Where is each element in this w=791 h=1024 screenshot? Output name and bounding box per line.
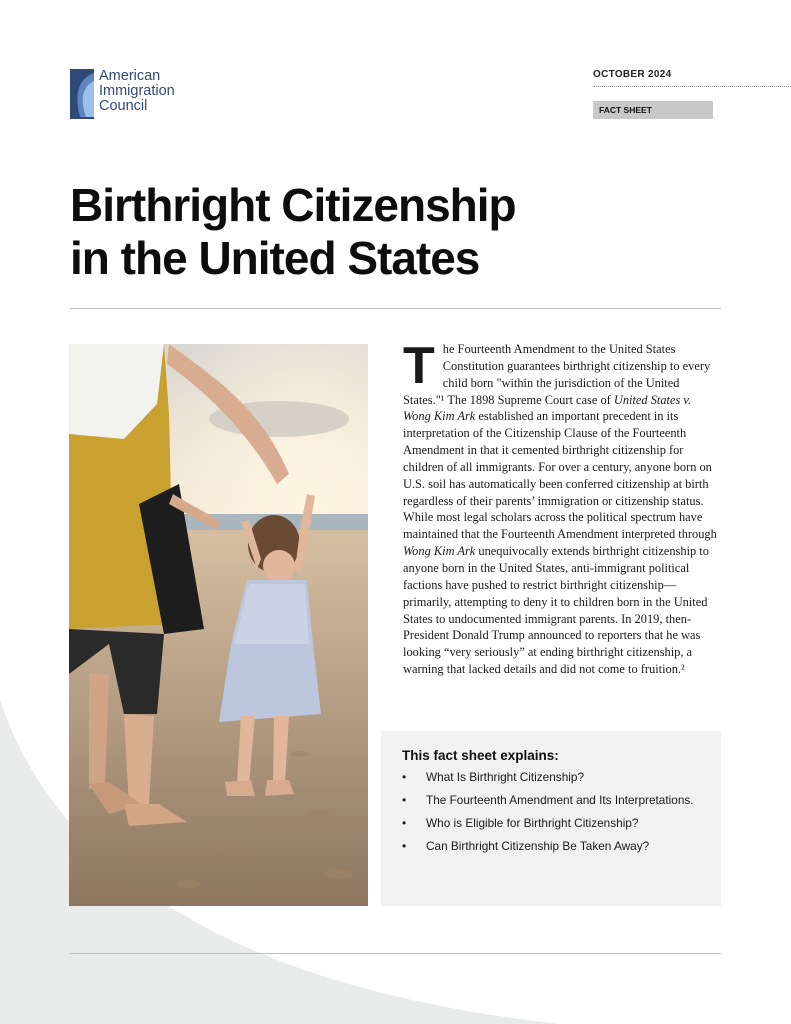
- bottom-divider: [70, 953, 721, 954]
- org-name-line-3: Council: [99, 98, 148, 114]
- logo-mark-icon: [70, 69, 94, 119]
- explains-title: This fact sheet explains:: [402, 748, 559, 763]
- top-divider: [70, 308, 721, 309]
- cover-photo: [69, 344, 368, 906]
- date-divider: [593, 86, 791, 87]
- org-logo: [70, 69, 175, 119]
- beach-photo-icon: [69, 344, 368, 906]
- explains-item: • The Fourteenth Amendment and Its Interpretations.: [402, 792, 707, 808]
- org-name: [99, 69, 175, 114]
- explains-item: • Can Birthright Citizenship Be Taken Away?: [402, 838, 707, 854]
- intro-paragraph: [403, 337, 721, 678]
- explains-item: • Who is Eligible for Birthright Citizenship?: [402, 815, 707, 831]
- explains-list: [402, 769, 707, 854]
- case-name-short: Wong Kim Ark: [403, 544, 476, 559]
- title-line-1: Birthright Citizenship: [70, 179, 516, 231]
- title-line-2: in the United States: [70, 232, 480, 284]
- drop-cap: T: [403, 337, 435, 395]
- doc-type-badge: FACT SHEET: [593, 101, 713, 119]
- page-title: [70, 179, 516, 285]
- org-name-line-1: American: [99, 68, 161, 84]
- intro-text-part-2: established an important precedent in its interpretation of the Citizenship Clause of the Fourteenth Amendment in that it cemented birthright citizenship for children of all immigrants. For over a century, anyone born on U.S. soil has automatically been conferred citizenship at birth regardless of their parents’ immigration or citizenship status. While most legal scholars across the political spectrum have maintained that the Fourteenth Amendment interpreted through: [403, 409, 717, 542]
- explains-panel: [381, 731, 721, 906]
- org-name-line-2: Immigration: [99, 83, 175, 99]
- case-name: United States v. Wong Kim Ark: [403, 392, 692, 424]
- intro-text-part-3: unequivocally extends birthright citizenship to anyone born in the United States, anti-immigrant political factions have pushed to restrict birthright citizenship—primarily, attempting to deny it to children born in the United States to undocumented immigrant parents. In 2019, then-President Donald Trump announced to reporters that he was looking “very seriously” at ending birthright citizenship, a warning that lacked details and did not come to fruition.²: [403, 544, 709, 677]
- intro-text-part-1: he Fourteenth Amendment to the United States Constitution guarantees birthright citizenship to every child born "within the jurisdiction of the United States."¹ The 1898 Supreme Court case of: [403, 342, 711, 407]
- explains-item: • What Is Birthright Citizenship?: [402, 769, 707, 785]
- publication-date: OCTOBER 2024: [593, 69, 672, 80]
